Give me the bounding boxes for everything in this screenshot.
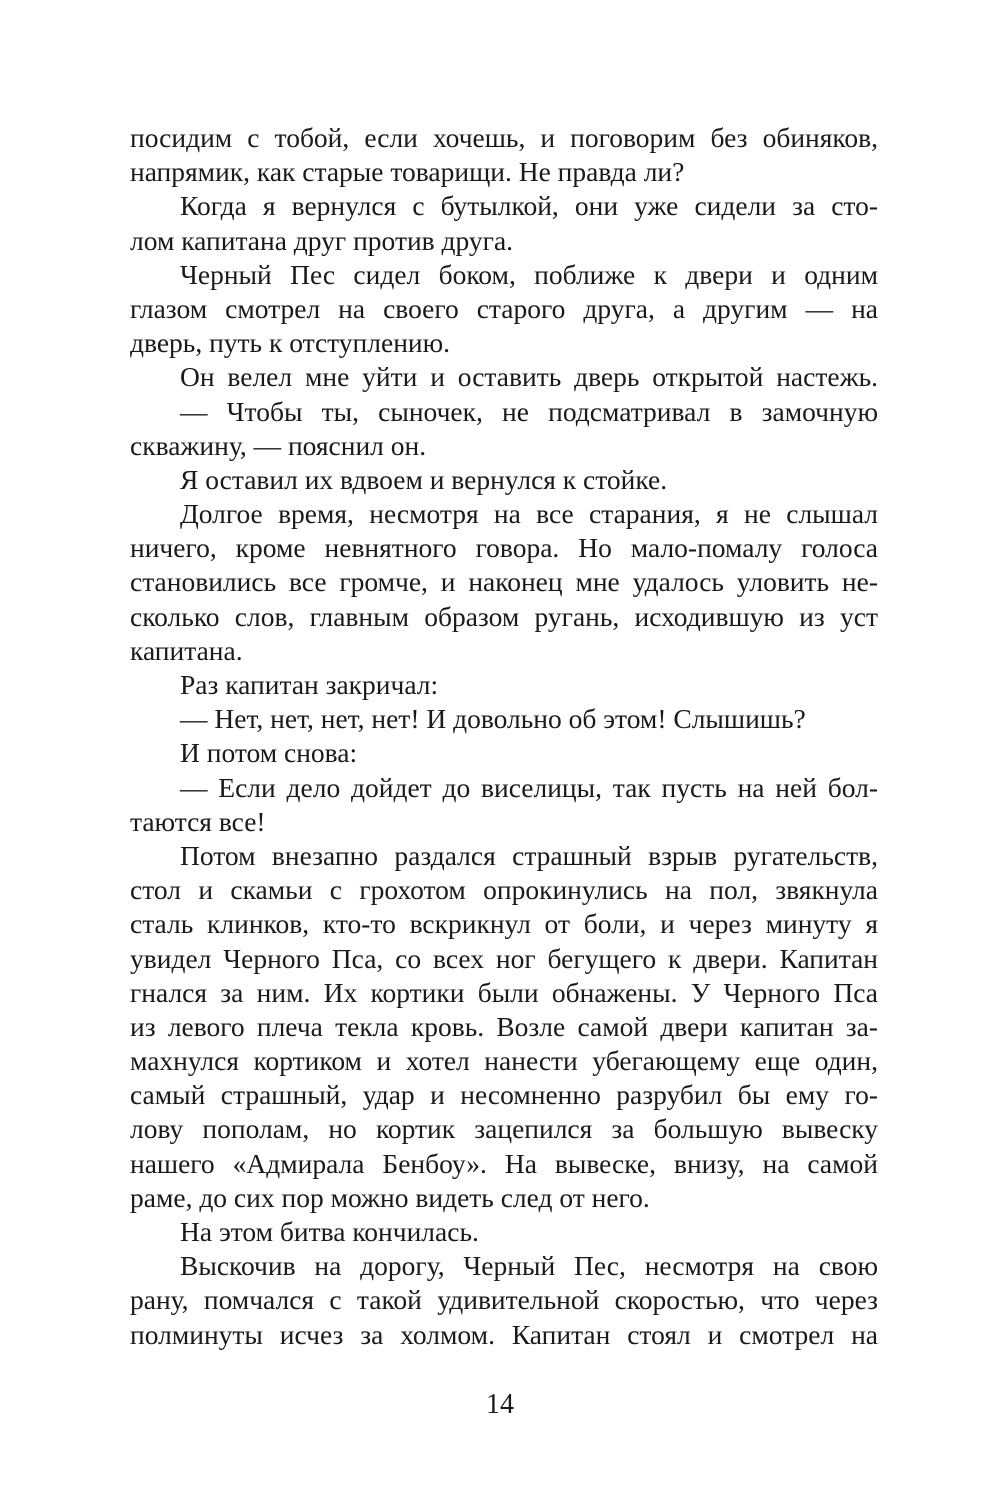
text-line: Я оставил их вдвоем и вернулся к стойке. xyxy=(180,463,668,495)
text-line: ничего, кроме невнятного говора. Но мало-помалу голоса xyxy=(130,532,878,564)
body-text xyxy=(130,121,878,1352)
text-line: лову пополам, но кортик зацепился за большую вывеску xyxy=(130,1113,878,1145)
text-line: рану, помчался с такой удивительной скоростью, что через xyxy=(130,1284,878,1316)
text-line: — Чтобы ты, сыночек, не подсматривал в замочную xyxy=(180,395,878,427)
text-line: Он велел мне уйти и оставить дверь открытой настежь. xyxy=(180,361,878,393)
page-number: 14 xyxy=(486,1389,514,1420)
text-line: посидим с тобой, если хочешь, и поговорим без обиняков, xyxy=(130,122,878,153)
text-line: самый страшный, удар и несомненно разрубил бы ему го- xyxy=(130,1079,878,1111)
text-line: Раз капитан закричал: xyxy=(180,669,439,700)
text-line: становились все громче, и наконец мне удалось уловить не- xyxy=(130,566,878,598)
text-line: — Нет, нет, нет, нет! И довольно об этом! Слышишь? xyxy=(180,703,806,735)
text-line: глазом смотрел на своего старого друга, а другим — на xyxy=(130,292,878,324)
text-line: сколько слов, главным образом ругань, исходившую из уст xyxy=(130,600,878,632)
text-line: На этом битва кончилась. xyxy=(180,1216,479,1247)
text-line: раме, до сих пор можно видеть след от него. xyxy=(130,1181,650,1213)
text-line: напрямик, как старые товарищи. Не правда ли? xyxy=(130,156,685,188)
text-line: лом капитана друг против друга. xyxy=(130,224,514,256)
text-line: Долгое время, несмотря на все старания, я не слышал xyxy=(180,498,878,530)
text-line: стол и скамьи с грохотом опрокинулись на пол, звякнула xyxy=(130,874,878,906)
text-line: из левого плеча текла кровь. Возле самой двери капитан за- xyxy=(130,1010,878,1042)
text-line: полминуты исчез за холмом. Капитан стоял и смотрел на xyxy=(130,1318,878,1350)
text-line: Выскочив на дорогу, Черный Пес, несмотря на свою xyxy=(180,1250,878,1282)
text-line: гнался за ним. Их кортики были обнажены. У Черного Пса xyxy=(130,976,878,1008)
text-line: таются все! xyxy=(130,805,266,837)
text-line: махнулся кортиком и хотел нанести убегающему еще один, xyxy=(130,1045,878,1077)
text-line: И потом снова: xyxy=(180,737,358,769)
text-line: увидел Черного Пса, со всех ног бегущего к двери. Капитан xyxy=(130,942,878,974)
text-line: Потом внезапно раздался страшный взрыв ругательств, xyxy=(180,839,878,871)
text-line: — Если дело дойдет до виселицы, так пусть на ней бол- xyxy=(180,771,878,803)
text-line: Черный Пес сидел боком, поближе к двери и одним xyxy=(180,258,878,290)
text-line: Когда я вернулся с бутылкой, они уже сидели за сто- xyxy=(180,190,878,222)
text-line: капитана. xyxy=(130,634,243,666)
text-line: скважину, — пояснил он. xyxy=(130,429,427,461)
text-line: нашего «Адмирала Бенбоу». На вывеске, внизу, на самой xyxy=(130,1147,878,1179)
text-line: дверь, путь к отступлению. xyxy=(130,327,451,359)
text-line: сталь клинков, кто-то вскрикнул от боли, и через минуту я xyxy=(130,908,878,940)
